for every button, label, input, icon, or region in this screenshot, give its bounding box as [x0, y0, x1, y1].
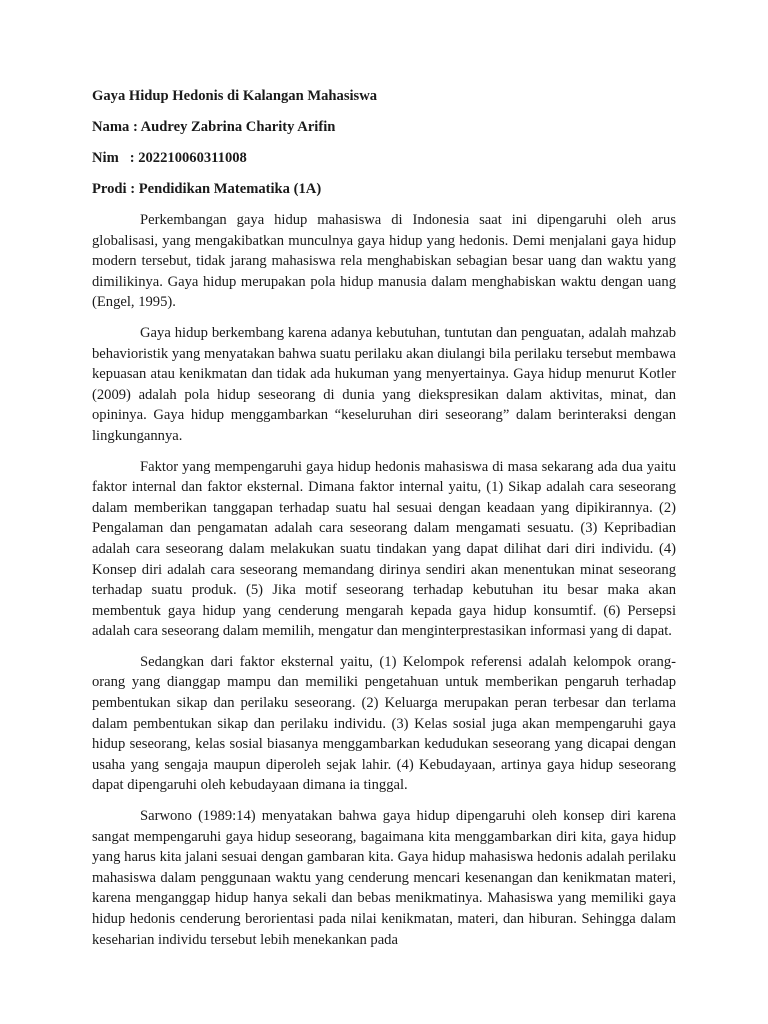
- document-page: [92, 86, 676, 960]
- paragraph-1: Perkembangan gaya hidup mahasiswa di Indonesia saat ini dipengaruhi oleh arus globalisasi, yang mengakibatkan munculnya gaya hidup yang hedonis. Demi menjalani gaya hidup modern tersebut, tidak jarang mahasiswa rela menghabiskan sebagian besar uang dan waktu yang dimilikinya. Gaya hidup merupakan pola hidup manusia dalam menghabiskan waktu dengan uang (Engel, 1995).: [92, 212, 676, 311]
- student-id: Nim : 202210060311008: [92, 150, 247, 166]
- paragraph-4: Sedangkan dari faktor eksternal yaitu, (1) Kelompok referensi adalah kelompok orang-orang yang dianggap mampu dan memiliki pengetahuan untuk memberikan pengaruh terhadap pembentukan sikap dan perilaku seseorang. (2) Keluarga merupakan peran terbesar dan terlama dalam pembentukan sikap dan perilaku individu. (3) Kelas sosial juga akan mempengaruhi gaya hidup seseorang, kelas sosial biasanya menggambarkan kedudukan seseorang yang dicapai dengan usaha yang sengaja maupun diperoleh sejak lahir. (4) Kebudayaan, artinya gaya hidup seseorang dapat dipengaruhi oleh kebudayaan dimana ia tinggal.: [92, 653, 676, 794]
- document-title: Gaya Hidup Hedonis di Kalangan Mahasiswa: [92, 88, 378, 104]
- paragraph-2: Gaya hidup berkembang karena adanya kebutuhan, tuntutan dan penguatan, adalah mahzab behavioristik yang menyatakan bahwa suatu perilaku akan diulangi bila perilaku tersebut membawa kepuasan atau kenikmatan dan tidak ada hukuman yang menyertainya. Gaya hidup menurut Kotler (2009) adalah pola hidup seseorang di dunia yang diekspresikan dalam aktivitas, minat, dan opininya. Gaya hidup menggambarkan “keseluruhan diri seseorang” dalam berinteraksi dengan lingkungannya.: [92, 324, 676, 444]
- author-name: Nama : Audrey Zabrina Charity Arifin: [92, 119, 336, 135]
- paragraph-3: Faktor yang mempengaruhi gaya hidup hedonis mahasiswa di masa sekarang ada dua yaitu faktor internal dan faktor eksternal. Dimana faktor internal yaitu, (1) Sikap adalah cara seseorang dalam memberikan tanggapan terhadap suatu hal sesuai dengan keadaan yang dipikirannya. (2) Pengalaman dan pengamatan adalah cara seseorang dalam mengamati sesuatu. (3) Kepribadian adalah cara seseorang dalam melakukan suatu tindakan yang dapat dilihat dari diri individu. (4) Konsep diri adalah cara seseorang memandang dirinya sendiri akan menentukan minat seseorang terhadap suatu produk. (5) Jika motif seseorang terhadap kebutuhan itu besar maka akan membentuk gaya hidup yang cenderung mengarah kepada gaya hidup konsumtif. (6) Persepsi adalah cara seseorang dalam memilih, mengatur dan menginterprestasikan informasi yang di dapat.: [92, 458, 676, 640]
- paragraph-5: Sarwono (1989:14) menyatakan bahwa gaya hidup dipengaruhi oleh konsep diri karena sangat mempengaruhi gaya hidup seseorang, bagaimana kita menggambarkan diri kita, gaya hidup yang harus kita jalani sesuai dengan gambaran kita. Gaya hidup mahasiswa hedonis adalah perilaku mahasiswa dalam penggunaan waktu yang cenderung mencari kesenangan dan kenikmatan materi, karena menganggap hidup hanya sekali dan bebas menikmatinya. Mahasiswa yang memiliki gaya hidup hedonis cenderung berorientasi pada nilai kenikmatan, materi, dan hiburan. Sehingga dalam keseharian individu tersebut lebih menekankan pada: [92, 808, 676, 948]
- study-program: Prodi : Pendidikan Matematika (1A): [92, 181, 322, 197]
